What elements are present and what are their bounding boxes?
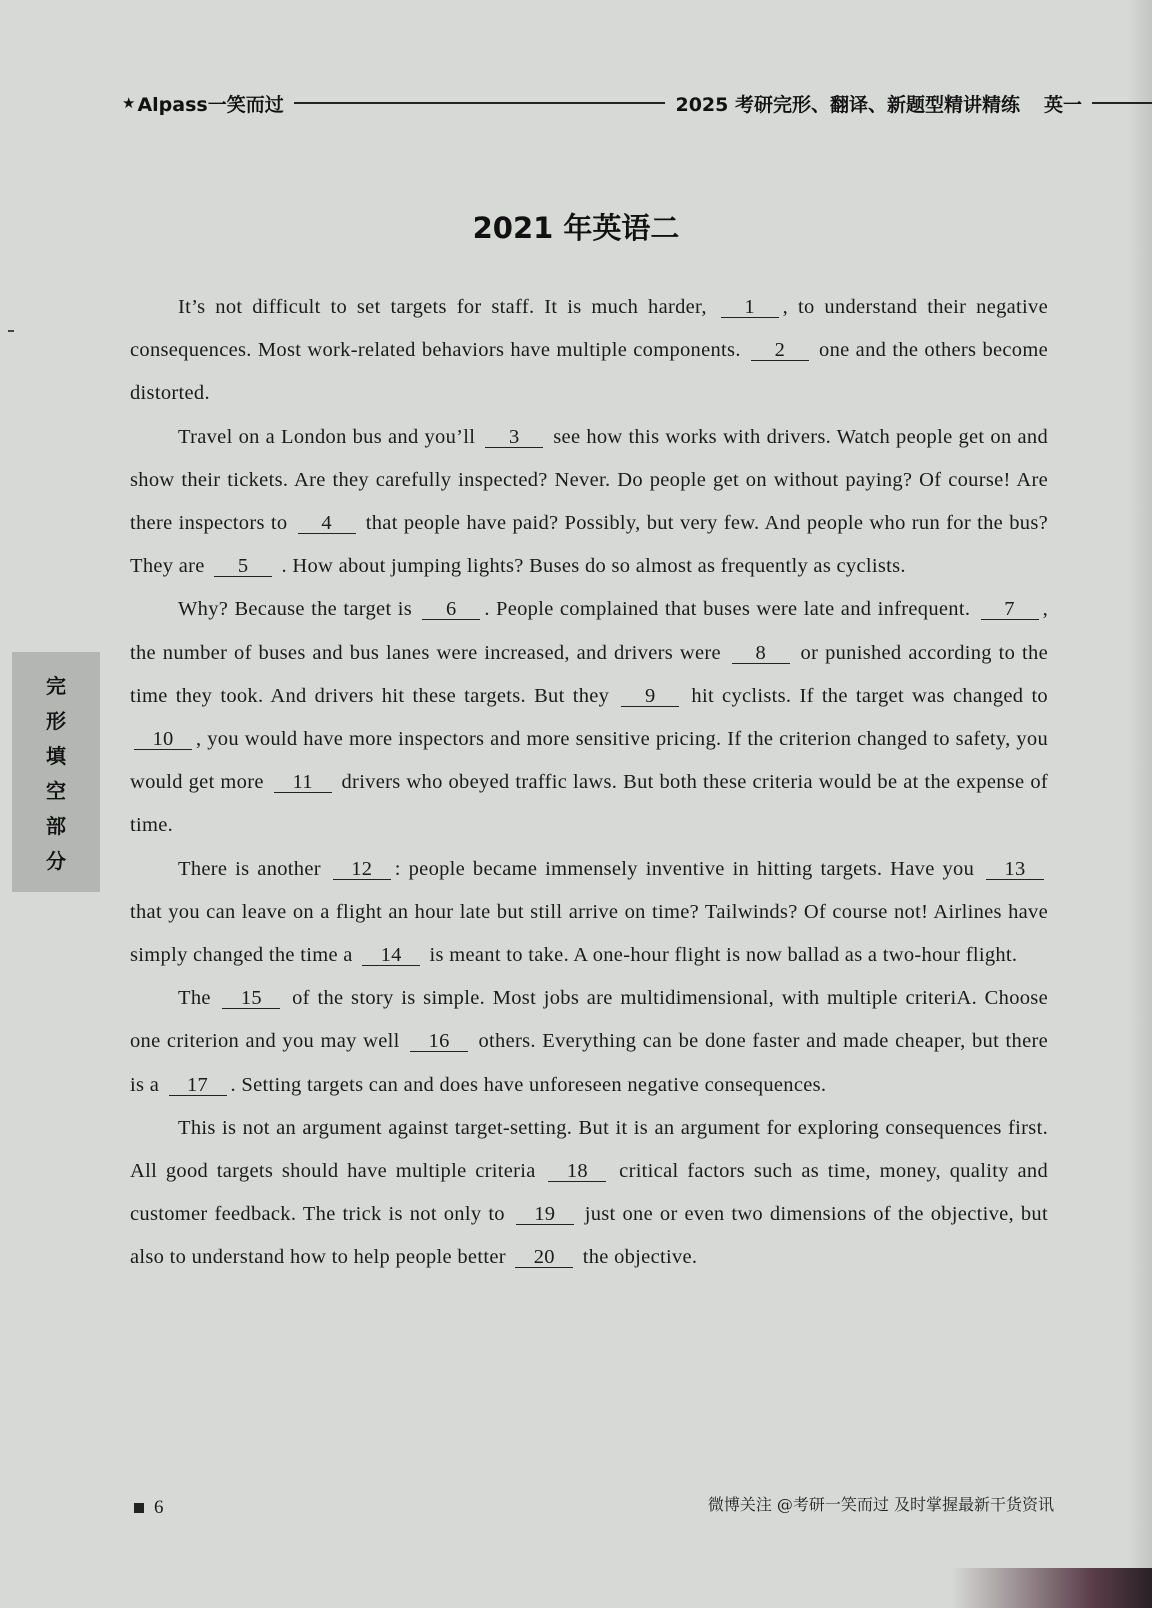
side-tab-char: 完 [46,674,66,698]
passage-text: The [178,987,219,1010]
paragraph [130,588,1048,847]
blank-1: 1 [721,297,779,318]
blank-19: 19 [516,1204,574,1225]
blank-9: 9 [621,686,679,707]
blank-17: 17 [169,1075,227,1096]
page-corner-shadow [952,1568,1152,1608]
passage-text: , the number of buses and bus lanes were increased, and drivers were [130,598,1048,664]
passage-text: others. Everything can be done faster and made cheaper, but there is a [130,1030,1048,1096]
section-label: 英一 [1043,93,1082,116]
blank-8: 8 [732,643,790,664]
side-tab-char: 分 [46,849,66,873]
side-tab-char: 形 [46,709,66,733]
star-icon: ★ [122,94,136,112]
paragraph [130,416,1048,589]
book-title: 2025 考研完形、翻译、新题型精讲精练 [675,93,1020,116]
passage-text: . Setting targets can and does have unforeseen negative consequences. [230,1073,827,1096]
blank-10: 10 [134,729,192,750]
passage-text: that you can leave on a flight an hour late but still arrive on time? Tailwinds? Of course not! Airlines have simply changed the time a [130,900,1048,967]
passage-text: , you would have more inspectors and more sensitive pricing. If the criterion changed to safety, you would get more [130,728,1048,794]
passage-text: Why? Because the target is [178,598,419,621]
passage-text: that people have paid? Possibly, but very few. And people who run for the bus? They are [130,512,1048,578]
brand-text: Alpass一笑而过 [137,93,284,116]
blank-4: 4 [298,513,356,534]
paragraph [130,848,1048,978]
passage-text: hit cyclists. If the target was changed to [683,684,1048,707]
blank-3: 3 [485,427,543,448]
side-tab-char: 空 [46,779,66,803]
blank-16: 16 [410,1031,468,1052]
passage-text: drivers who obeyed traffic laws. But both these criteria would be at the expense of time. [130,771,1048,837]
passage-text: or punished according to the time they took. And drivers hit these targets. But they [130,641,1049,707]
blank-5: 5 [214,556,272,577]
passage-text: : people became immensely inventive in hitting targets. Have you [394,857,982,880]
passage-text: There is another [178,857,329,880]
page-number [134,1497,164,1519]
footer-note: 微博关注 @考研一笑而过 及时掌握最新干货资讯 [707,1495,1054,1514]
passage-text: Travel on a London bus and you’ll [178,425,482,448]
brand-logo [122,90,284,117]
passage [130,286,1048,1280]
passage-text: is meant to take. A one-hour flight is now ballad as a two-hour flight. [424,944,1018,967]
page-number-text: 6 [154,1497,164,1518]
passage-text: . People complained that buses were late and infrequent. [484,598,977,621]
passage-text: just one or even two dimensions of the objective, but also to understand how to help people better [130,1203,1048,1269]
blank-6: 6 [422,599,480,620]
passage-text: This is not an argument against target-setting. But it is an argument for exploring consequences first. All good targets should have multiple criteria [130,1116,1048,1183]
passage-text: of the story is simple. Most jobs are multidimensional, with multiple criteriA. Choose one criterion and you may well [130,987,1048,1053]
margin-mark [8,330,14,332]
header-rule [294,102,666,104]
page-title: 2021 年英语二 [472,211,680,245]
header-rule-end [1092,102,1152,104]
passage-text: one and the others become distorted. [130,339,1048,405]
passage-text: the objective. [577,1246,698,1269]
passage-text: critical factors such as time, money, quality and customer feedback. The trick is not only to [130,1160,1048,1226]
side-tab-char: 填 [46,744,66,768]
passage-text: . How about jumping lights? Buses do so almost as frequently as cyclists. [276,555,906,578]
blank-15: 15 [222,988,280,1009]
blank-12: 12 [333,859,391,880]
passage-text: , to understand their negative consequences. Most work-related behaviors have multiple components. [130,296,1048,362]
blank-13: 13 [986,859,1044,880]
side-tab [12,652,100,892]
blank-20: 20 [515,1247,573,1268]
running-header [122,88,1152,118]
paragraph [130,1107,1048,1280]
passage-text: It’s not difficult to set targets for staff. It is much harder, [178,296,717,318]
blank-14: 14 [362,945,420,966]
side-tab-char: 部 [46,814,66,838]
blank-11: 11 [274,772,332,793]
blank-7: 7 [981,599,1039,620]
blank-2: 2 [751,340,809,361]
square-bullet-icon [134,1503,144,1513]
paragraph [130,977,1048,1107]
blank-18: 18 [548,1161,606,1182]
passage-text: see how this works with drivers. Watch people get on and show their tickets. Are they carefully inspected? Never. Do people get on without paying? Of course! Are there inspectors to [130,425,1048,535]
paragraph [130,286,1048,416]
